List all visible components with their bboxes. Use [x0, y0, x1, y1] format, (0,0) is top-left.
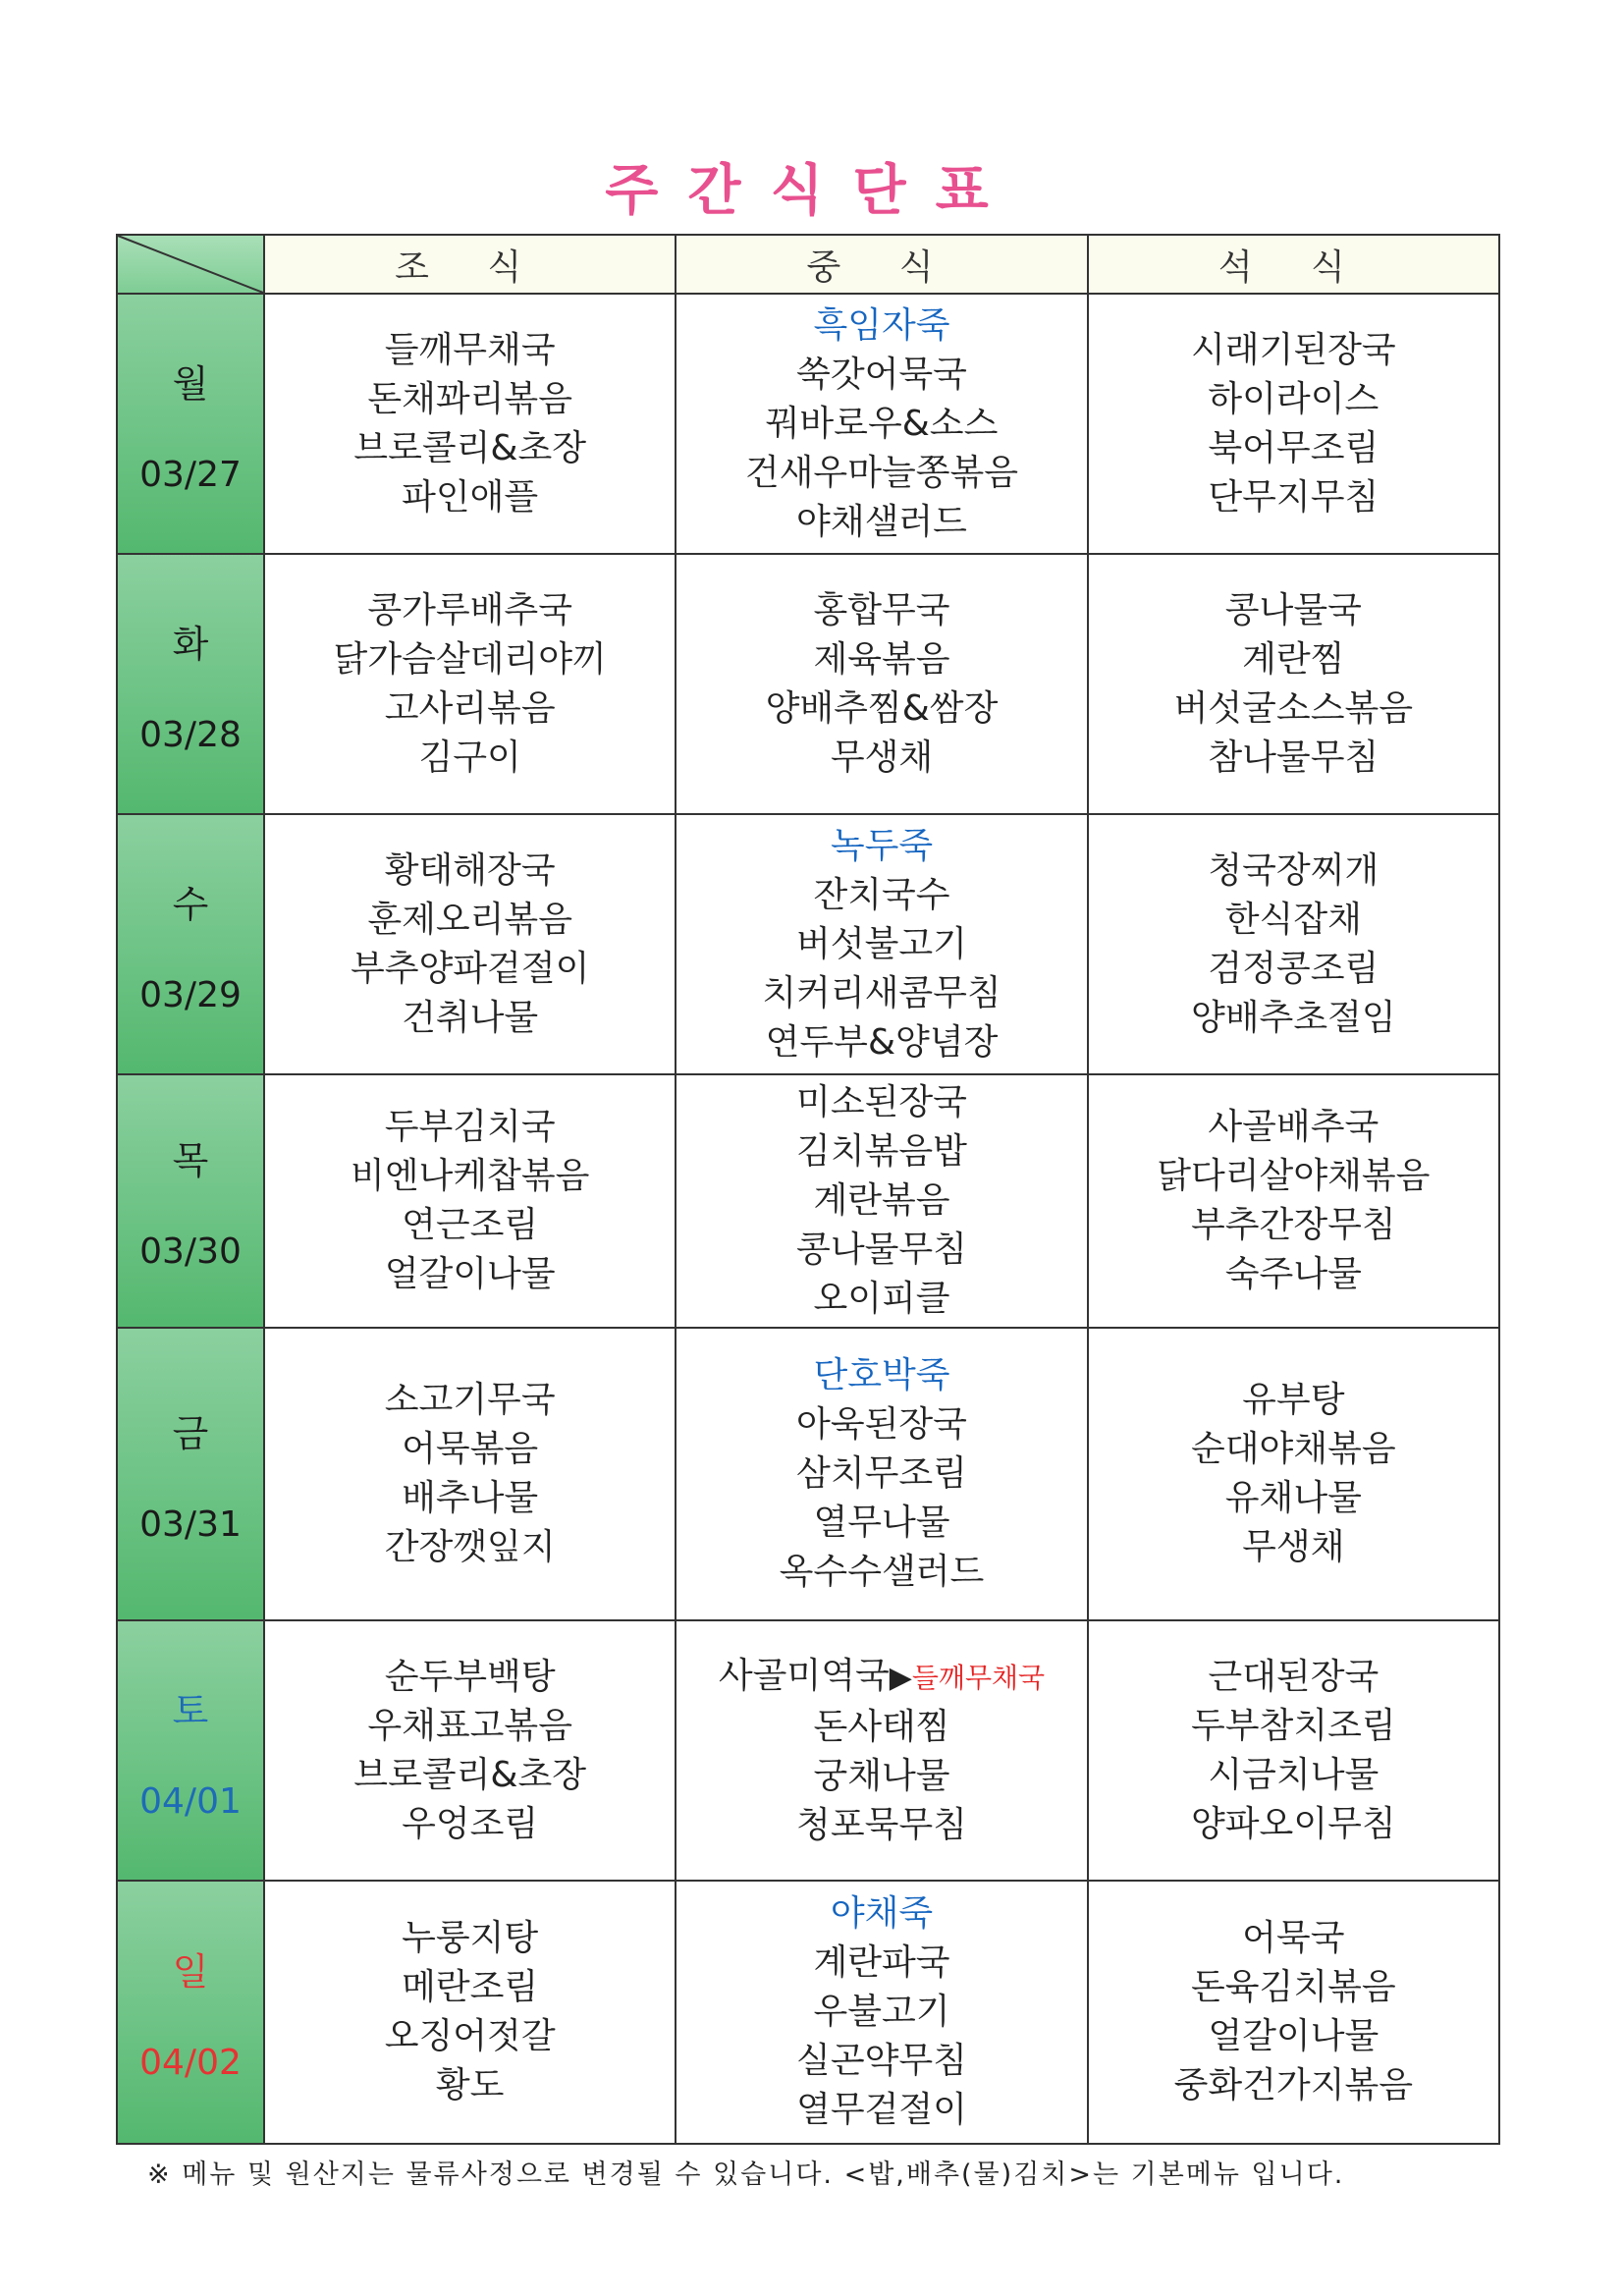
- menu-item: [265, 635, 675, 684]
- day-name: 수: [172, 882, 209, 926]
- menu-item-text: 두부김치국: [384, 1107, 556, 1147]
- menu-item: [676, 734, 1086, 783]
- menu-item-text: 청포묵무침: [796, 1804, 967, 1845]
- menu-item-text: 메란조림: [402, 1967, 539, 2007]
- menu-item-text: 열무나물: [813, 1503, 950, 1543]
- menu-item: [265, 326, 675, 375]
- menu-item: [676, 1988, 1086, 2037]
- menu-item-text: 잔치국수: [813, 874, 950, 915]
- menu-item-text: 야채샐러드: [796, 501, 967, 542]
- menu-item-text: 치커리새콤무침: [762, 972, 1001, 1013]
- menu-item: [676, 969, 1086, 1018]
- menu-item: [1089, 473, 1498, 522]
- dinner-cell: [1088, 1328, 1499, 1620]
- menu-item-text: 궁채나물: [813, 1755, 950, 1796]
- menu-item: [1089, 1201, 1498, 1250]
- menu-item-text: 건취나물: [402, 997, 539, 1038]
- corner-cell: [117, 235, 264, 294]
- dinner-cell: [1088, 554, 1499, 814]
- menu-item-text: 닭다리살야채볶음: [1157, 1156, 1431, 1196]
- menu-item-text: 하이라이스: [1208, 378, 1380, 419]
- day-date: 03/27: [139, 454, 242, 495]
- menu-item: [676, 1078, 1086, 1127]
- breakfast-cell: [264, 294, 676, 554]
- day-name: 월: [172, 361, 209, 406]
- menu-item: [265, 1800, 675, 1849]
- menu-item: [676, 920, 1086, 969]
- menu-item-text: 열무겉절이: [796, 2090, 967, 2130]
- menu-item-text: 무생채: [1242, 1527, 1345, 1567]
- menu-item-text: 숙주나물: [1224, 1254, 1362, 1294]
- menu-item-text: 청국장찌개: [1208, 849, 1380, 891]
- menu-item-text: 홍합무국: [813, 589, 950, 630]
- day-row: [117, 1881, 1499, 2144]
- menu-item-text: 양배추초절임: [1191, 997, 1396, 1038]
- dinner-cell: [1088, 814, 1499, 1074]
- menu-item-text: 버섯굴소스볶음: [1173, 687, 1414, 729]
- menu-item-text: 옥수수샐러드: [779, 1552, 985, 1592]
- arrow-right-icon: ▶: [889, 1660, 912, 1695]
- menu-item: [1089, 896, 1498, 945]
- day-row: [117, 554, 1499, 814]
- breakfast-cell: [264, 814, 676, 1074]
- substitute-item: 들깨무채국: [911, 1661, 1046, 1694]
- menu-item-text: 양파오이무침: [1191, 1803, 1396, 1844]
- menu-item-text: 콩나물무침: [796, 1230, 967, 1270]
- menu-item-text: 꿔바로우&소스: [765, 403, 999, 444]
- menu-item-text: 중화건가지볶음: [1173, 2065, 1414, 2105]
- menu-item-text: 미소된장국: [796, 1082, 967, 1122]
- menu-item-text: 쑥갓어묵국: [796, 354, 967, 395]
- menu-item-text: 황태해장국: [384, 849, 556, 891]
- menu-item-text: 아욱된장국: [796, 1404, 967, 1445]
- menu-item: [265, 1201, 675, 1250]
- menu-item-text: 부추양파겉절이: [350, 948, 590, 989]
- menu-item-text: 단무지무침: [1208, 476, 1380, 518]
- menu-item-text: 우엉조림: [402, 1803, 539, 1844]
- menu-item: [1089, 994, 1498, 1043]
- menu-item: [676, 1939, 1086, 1988]
- menu-item-text: 제육볶음: [813, 638, 950, 680]
- menu-item: [676, 1176, 1086, 1226]
- menu-item: [1089, 847, 1498, 896]
- menu-item-text: 사골미역국: [718, 1655, 890, 1696]
- menu-item-text: 콩나물국: [1224, 589, 1362, 630]
- menu-item-text: 건새우마늘쫑볶음: [744, 452, 1019, 493]
- menu-item: [265, 375, 675, 424]
- menu-item-text: 참나물무침: [1208, 737, 1380, 778]
- breakfast-cell: [264, 554, 676, 814]
- menu-item-text: 콩가루배추국: [367, 589, 572, 630]
- lunch-cell: [676, 554, 1087, 814]
- menu-item: [676, 1703, 1086, 1752]
- menu-item: [676, 1499, 1086, 1548]
- menu-item: [1089, 1474, 1498, 1523]
- menu-item: [676, 498, 1086, 547]
- menu-item: [676, 1449, 1086, 1499]
- menu-item: [1089, 1152, 1498, 1201]
- menu-item: [1089, 1963, 1498, 2012]
- dinner-cell: [1088, 1881, 1499, 2144]
- menu-item-text: 계란찜: [1242, 638, 1345, 680]
- menu-item: [1089, 326, 1498, 375]
- menu-item-text: 오징어젓갈: [384, 2016, 556, 2056]
- dinner-cell: [1088, 294, 1499, 554]
- day-date: 03/30: [139, 1231, 242, 1272]
- menu-item-text: 녹두죽: [830, 825, 934, 866]
- menu-item-text: 간장깻잎지: [384, 1527, 556, 1567]
- menu-item: [1089, 2061, 1498, 2110]
- menu-item-text: 부추간장무침: [1191, 1205, 1396, 1245]
- menu-item-text: 흑임자죽: [813, 304, 950, 346]
- lunch-cell: [676, 1328, 1087, 1620]
- menu-item-text: 연두부&양념장: [765, 1021, 999, 1063]
- menu-item: [265, 1376, 675, 1425]
- menu-item: [1089, 1751, 1498, 1800]
- day-name: 토: [172, 1688, 209, 1732]
- header-row: [117, 235, 1499, 294]
- menu-item: [676, 822, 1086, 871]
- menu-item-text: 황도: [435, 2065, 505, 2105]
- menu-item-text: 실곤약무침: [796, 2041, 967, 2081]
- day-name: 목: [172, 1139, 209, 1182]
- menu-item-text: 브로콜리&초장: [353, 1754, 587, 1795]
- menu-item-text: 우채표고볶음: [367, 1705, 572, 1746]
- menu-item-text: 양배추찜&쌈장: [765, 687, 999, 729]
- menu-item: [1089, 1425, 1498, 1474]
- menu-item: [1089, 684, 1498, 734]
- dinner-cell: [1088, 1620, 1499, 1881]
- menu-item: [1089, 2012, 1498, 2061]
- menu-item: [1089, 424, 1498, 473]
- menu-item-text: 시금치나물: [1208, 1754, 1380, 1795]
- day-label-cell: [117, 1881, 264, 2144]
- page-title: 주간식단표: [605, 159, 1018, 223]
- menu-item-text: 유부탕: [1242, 1380, 1345, 1420]
- menu-item-text: 근대된장국: [1208, 1656, 1380, 1697]
- menu-item: [676, 1018, 1086, 1067]
- menu-item-text: 야채죽: [830, 1893, 934, 1934]
- lunch-cell: [676, 1620, 1087, 1881]
- menu-item: [676, 1226, 1086, 1275]
- menu-item-text: 오이피클: [813, 1279, 950, 1319]
- menu-item: [1089, 1653, 1498, 1702]
- menu-item: [676, 1548, 1086, 1597]
- menu-item: [265, 473, 675, 522]
- menu-item: [676, 301, 1086, 351]
- menu-item-text: 어묵국: [1242, 1918, 1345, 1958]
- dinner-cell: [1088, 1074, 1499, 1328]
- menu-item-text: 연근조림: [402, 1205, 539, 1245]
- menu-item-text: 고사리볶음: [384, 687, 556, 729]
- menu-item-text: 돈사태찜: [813, 1706, 950, 1747]
- day-date: 03/29: [139, 974, 242, 1015]
- menu-item: [265, 1653, 675, 1702]
- menu-item-text: 김구이: [418, 737, 521, 778]
- menu-item-text: 계란파국: [813, 1942, 950, 1983]
- menu-item: [676, 586, 1086, 635]
- menu-item: [676, 449, 1086, 498]
- menu-item-text: 누룽지탕: [402, 1918, 539, 1958]
- menu-item-text: 삼치무조림: [796, 1453, 967, 1494]
- column-header-breakfast: 조 식: [264, 235, 676, 294]
- menu-item-text: 돈채꽈리볶음: [367, 378, 572, 419]
- menu-item: [265, 896, 675, 945]
- menu-item: [265, 684, 675, 734]
- weekly-menu-table: [116, 234, 1500, 2145]
- menu-item: [676, 1127, 1086, 1176]
- menu-item-text: 들깨무채국: [384, 329, 556, 370]
- day-date: 04/02: [139, 2043, 242, 2083]
- menu-item: [265, 1425, 675, 1474]
- menu-item: [676, 1275, 1086, 1324]
- menu-item: [676, 1351, 1086, 1400]
- menu-item: [265, 1914, 675, 1963]
- menu-item-text: 소고기무국: [384, 1380, 556, 1420]
- column-header-dinner: 석 식: [1088, 235, 1499, 294]
- menu-item-text: 사골배추국: [1208, 1107, 1380, 1147]
- menu-item: [676, 1400, 1086, 1449]
- menu-item: [265, 1751, 675, 1800]
- menu-item: [676, 1652, 1086, 1703]
- menu-item-text: 유채나물: [1224, 1478, 1362, 1518]
- menu-item: [676, 871, 1086, 920]
- menu-item: [676, 351, 1086, 400]
- breakfast-cell: [264, 1881, 676, 2144]
- day-label-cell: [117, 1328, 264, 1620]
- menu-item: [265, 734, 675, 783]
- day-row: [117, 1074, 1499, 1328]
- day-label-cell: [117, 294, 264, 554]
- day-label-cell: [117, 1074, 264, 1328]
- menu-item-text: 돈육김치볶음: [1191, 1967, 1396, 2007]
- menu-item: [676, 400, 1086, 449]
- menu-item-text: 무생채: [830, 737, 934, 778]
- breakfast-cell: [264, 1620, 676, 1881]
- menu-item-text: 버섯불고기: [796, 923, 967, 964]
- menu-item: [265, 2061, 675, 2110]
- lunch-cell: [676, 1074, 1087, 1328]
- menu-item-text: 두부참치조림: [1191, 1705, 1396, 1746]
- menu-item-text: 김치볶음밥: [796, 1131, 967, 1172]
- menu-item: [676, 2037, 1086, 2086]
- menu-item-text: 우불고기: [813, 1992, 950, 2032]
- menu-item: [265, 1523, 675, 1572]
- menu-item-text: 순대야채볶음: [1191, 1429, 1396, 1469]
- menu-item: [676, 1889, 1086, 1939]
- breakfast-cell: [264, 1328, 676, 1620]
- menu-item: [1089, 1376, 1498, 1425]
- menu-item: [265, 1702, 675, 1751]
- menu-item: [1089, 1702, 1498, 1751]
- menu-item-text: 얼갈이나물: [1208, 2016, 1380, 2056]
- day-name: 일: [172, 1950, 209, 1994]
- menu-item-text: 한식잡채: [1224, 899, 1362, 940]
- menu-item: [265, 1474, 675, 1523]
- menu-item: [1089, 1523, 1498, 1572]
- menu-item-text: 얼갈이나물: [384, 1254, 556, 1294]
- day-row: [117, 294, 1499, 554]
- menu-item: [265, 586, 675, 635]
- breakfast-cell: [264, 1074, 676, 1328]
- menu-item: [265, 2012, 675, 2061]
- day-row: [117, 1620, 1499, 1881]
- menu-item-text: 북어무조림: [1208, 427, 1380, 468]
- menu-item: [1089, 1914, 1498, 1963]
- menu-item-text: 순두부백탕: [384, 1656, 556, 1697]
- menu-item: [1089, 635, 1498, 684]
- menu-item: [265, 945, 675, 994]
- menu-item: [265, 424, 675, 473]
- menu-item: [1089, 945, 1498, 994]
- menu-item: [1089, 586, 1498, 635]
- menu-item-text: 브로콜리&초장: [353, 427, 587, 468]
- menu-item: [1089, 375, 1498, 424]
- day-date: 03/31: [139, 1504, 242, 1545]
- day-label-cell: [117, 1620, 264, 1881]
- menu-item: [676, 635, 1086, 684]
- menu-item: [265, 1250, 675, 1299]
- menu-item: [265, 1963, 675, 2012]
- menu-item-text: 계란볶음: [813, 1180, 950, 1221]
- menu-item: [1089, 1103, 1498, 1152]
- menu-item: [1089, 1250, 1498, 1299]
- footnote: ※ 메뉴 및 원산지는 물류사정으로 변경될 수 있습니다. <밥,배추(물)김치>는 기본메뉴 입니다.: [147, 2159, 1345, 2190]
- menu-item-text: 어묵볶음: [402, 1429, 539, 1469]
- day-label-cell: [117, 554, 264, 814]
- day-name: 화: [172, 622, 209, 666]
- menu-item-text: 배추나물: [402, 1478, 539, 1518]
- menu-item-text: 시래기된장국: [1191, 329, 1396, 370]
- menu-item: [676, 1801, 1086, 1850]
- day-label-cell: [117, 814, 264, 1074]
- menu-item-text: 파인애플: [402, 476, 539, 518]
- day-row: [117, 814, 1499, 1074]
- diagonal-line-icon: [118, 236, 263, 293]
- lunch-cell: [676, 294, 1087, 554]
- menu-item-text: 검정콩조림: [1208, 948, 1380, 989]
- menu-item: [676, 2086, 1086, 2135]
- day-date: 03/28: [139, 714, 242, 755]
- menu-item: [265, 847, 675, 896]
- menu-item: [676, 1752, 1086, 1801]
- menu-item-text: 단호박죽: [813, 1355, 950, 1395]
- menu-item-text: 훈제오리볶음: [367, 899, 572, 940]
- menu-item-text: 비엔나케찹볶음: [350, 1156, 590, 1196]
- menu-item: [265, 1103, 675, 1152]
- menu-item: [265, 994, 675, 1043]
- menu-item: [265, 1152, 675, 1201]
- menu-item-text: 닭가슴살데리야끼: [333, 638, 607, 680]
- lunch-cell: [676, 814, 1087, 1074]
- day-row: [117, 1328, 1499, 1620]
- column-header-lunch: 중 식: [676, 235, 1087, 294]
- menu-item: [1089, 734, 1498, 783]
- menu-item: [676, 684, 1086, 734]
- day-date: 04/01: [139, 1780, 242, 1822]
- lunch-cell: [676, 1881, 1087, 2144]
- menu-item: [1089, 1800, 1498, 1849]
- day-name: 금: [172, 1412, 209, 1455]
